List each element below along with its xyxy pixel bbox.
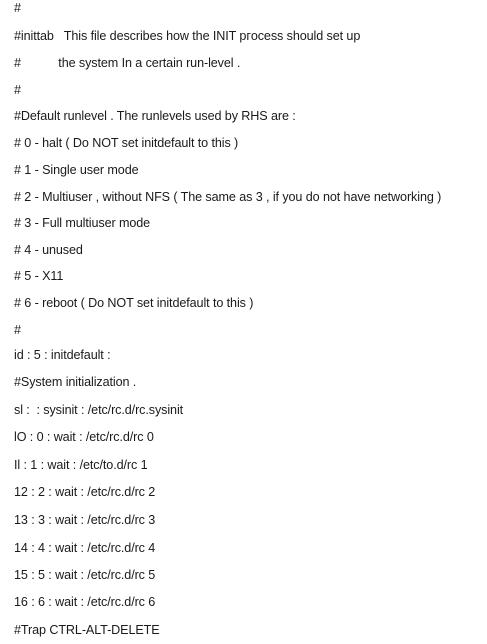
text-line: 16 : 6 : wait : /etc/rc.d/rc 6 [14, 595, 156, 609]
text-line: 14 : 4 : wait : /etc/rc.d/rc 4 [14, 541, 156, 555]
text-line: # [14, 323, 21, 337]
text-line: #Trap CTRL-ALT-DELETE [14, 623, 160, 637]
text-line: 13 : 3 : wait : /etc/rc.d/rc 3 [14, 513, 156, 527]
text-line: id : 5 : initdefault : [14, 348, 111, 362]
text-line: #inittab This file describes how the INIT pгocess should set up [14, 29, 361, 43]
text-line: sl : : sysinit : /etc/rc.d/rc.sysinit [14, 403, 184, 417]
text-line: lO : 0 : wait : /etc/rc.d/rc 0 [14, 430, 154, 444]
text-line: # 3 - Full multiuser mode [14, 216, 151, 230]
text-line: # [14, 1, 21, 15]
text-line: 15 : 5 : wait : /etc/rc.d/rc 5 [14, 568, 156, 582]
text-line: # 5 - X11 [14, 269, 64, 283]
text-line: #System initialization . [14, 375, 137, 389]
text-line: # 6 - reboot ( Do NOT set initdefault to this ) [14, 296, 254, 310]
text-line: # 2 - Multiuser , without NFS ( The same as 3 , if you do not have networking ) [14, 190, 442, 204]
text-line: # 0 - halt ( Do NOT set initdefault to this ) [14, 136, 239, 150]
text-line: Il : 1 : wait : /etc/to.d/rc 1 [14, 458, 148, 472]
text-line: 12 : 2 : wait : /etc/rc.d/rc 2 [14, 485, 156, 499]
text-line: #Default runlevel . The runlevels used by RHS are : [14, 109, 296, 123]
text-line: # 4 - unused [14, 243, 83, 257]
text-line: # the system In a certain run-level . [14, 56, 241, 70]
text-line: # 1 - Single user mode [14, 163, 139, 177]
text-line: # [14, 83, 21, 97]
